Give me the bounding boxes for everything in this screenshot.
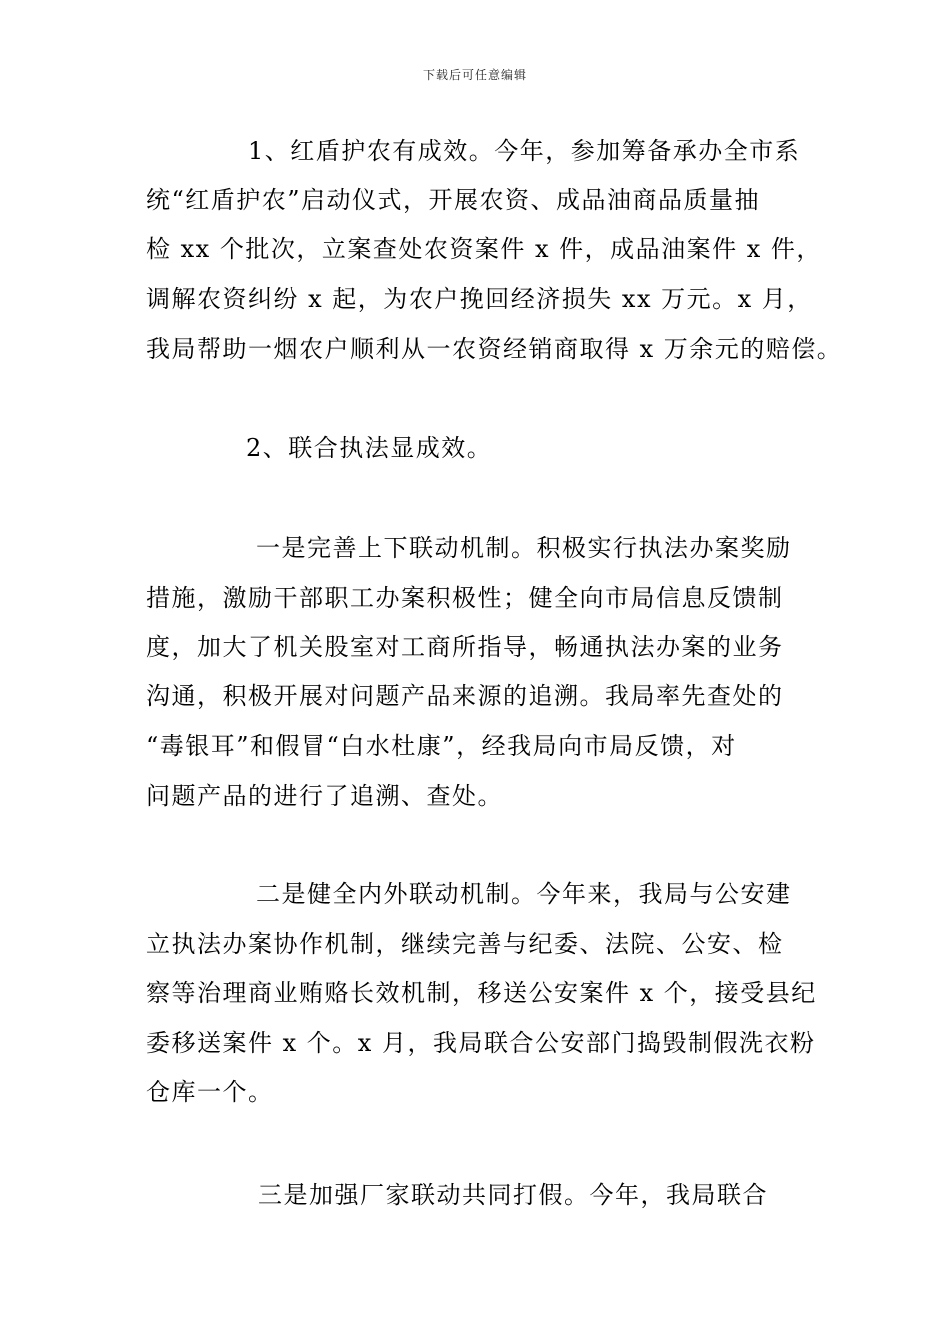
paragraph-1-line-4: 调解农资纠纷 x 起，为农户挽回经济损失 xx 万元。x 月，: [146, 285, 813, 313]
paragraph-1-line-3: 检 xx 个批次，立案查处农资案件 x 件，成品油案件 x 件，: [146, 235, 822, 263]
paragraph-3-line-6: 问题产品的进行了追溯、查处。: [146, 782, 503, 810]
paragraph-4-line-2: 立执法办案协作机制，继续完善与纪委、法院、公安、检: [146, 930, 784, 958]
paragraph-3-line-1: 一是完善上下联动机制。积极实行执法办案奖励: [256, 534, 792, 562]
paragraph-3-line-5: “毒银耳”和假冒“白水杜康”，经我局向市局反馈，对: [146, 732, 737, 760]
paragraph-4-line-1: 二是健全内外联动机制。今年来，我局与公安建: [256, 880, 792, 908]
paragraph-4-line-4: 委移送案件 x 个。x 月，我局联合公安部门捣毁制假洗衣粉: [146, 1029, 816, 1057]
paragraph-1-line-5: 我局帮助一烟农户顺利从一农资经销商取得 x 万余元的赔偿。: [146, 335, 843, 363]
paragraph-3-line-4: 沟通，积极开展对问题产品来源的追溯。我局率先查处的: [146, 682, 784, 710]
paragraph-5-line-1: 三是加强厂家联动共同打假。今年，我局联合: [258, 1181, 768, 1209]
paragraph-3-line-2: 措施，激励干部职工办案积极性；健全向市局信息反馈制: [146, 584, 784, 612]
paragraph-3-line-3: 度，加大了机关股室对工商所指导，畅通执法办案的业务: [146, 633, 784, 661]
paragraph-2-line-1: 2、联合执法显成效。: [246, 434, 493, 462]
paragraph-4-line-3: 察等治理商业贿赂长效机制，移送公安案件 x 个，接受县纪: [146, 979, 817, 1007]
paragraph-4-line-5: 仓库一个。: [146, 1078, 274, 1106]
paragraph-1-line-2: 统“红盾护农”启动仪式，开展农资、成品油商品质量抽: [146, 186, 761, 214]
paragraph-1-line-1: 1、红盾护农有成效。今年，参加筹备承办全市系: [248, 137, 801, 165]
header-note: 下载后可任意编辑: [422, 68, 527, 82]
